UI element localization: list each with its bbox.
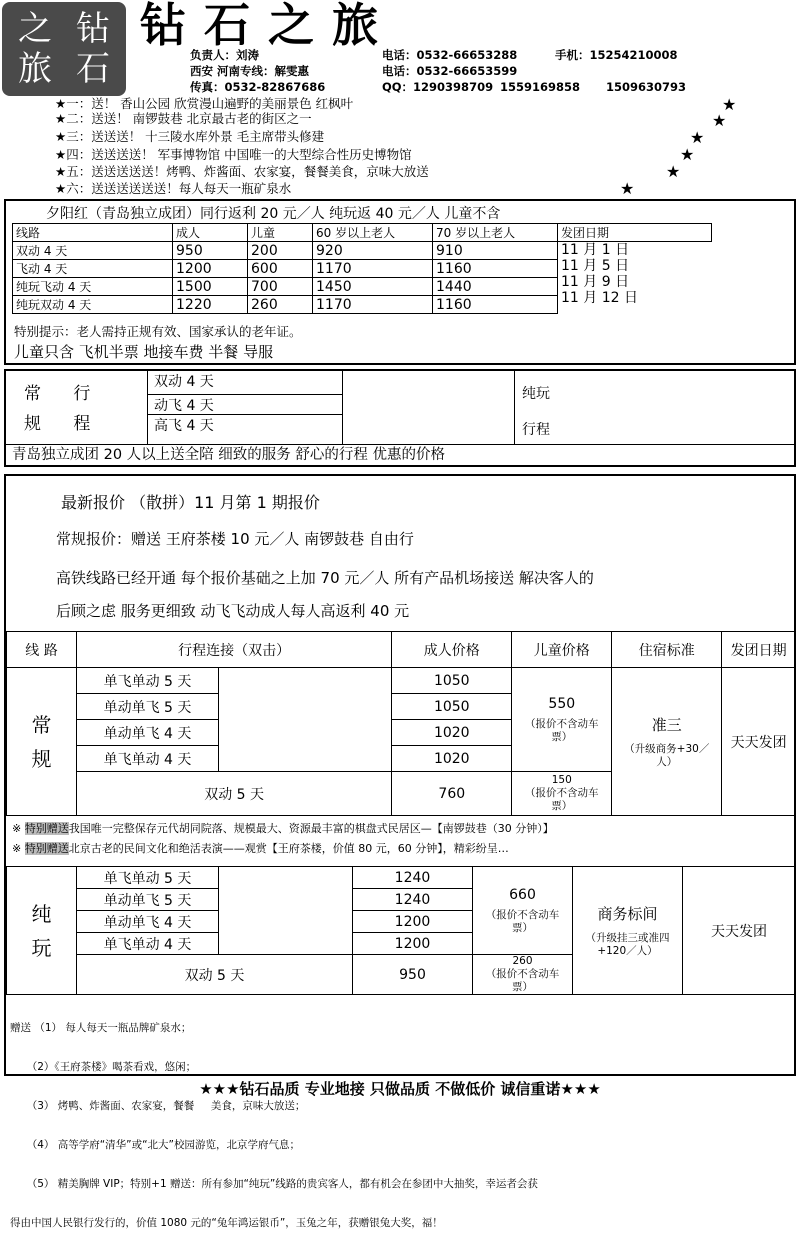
child-inclusions: 儿童只含 飞机半票 地接车费 半餐 导服 <box>14 343 274 361</box>
price-cell: 1050 <box>392 694 512 720</box>
price-cell: 950 <box>173 242 248 260</box>
col-header: 成人价格 <box>392 632 512 668</box>
note-highlight: 特别赠送 <box>24 842 69 855</box>
child-price-cell <box>473 955 573 995</box>
logo-char: 之 <box>18 9 52 49</box>
route-cell: 单飞单动 4 天 <box>77 746 219 772</box>
date: 11 月 1 日 <box>561 242 630 258</box>
note-text: 我国唯一完整保存元代胡同院落、规模最大、资源最丰富的棋盘式民居区—【南锣鼓巷（30 分钟）】 <box>68 822 554 835</box>
hotel-cell <box>573 867 683 995</box>
price-cell: 1020 <box>392 746 512 772</box>
gift-note <box>12 822 554 836</box>
itinerary-section <box>4 369 796 467</box>
promo-line: ★五：送送送送送！烤鸭、炸酱面、农家宴，餐餐美食，京味大放送 <box>55 164 429 179</box>
route-cell: 双动 5 天 <box>77 955 353 995</box>
child-price-note: （报价不含动车票） <box>525 717 599 743</box>
star-icon: ★ <box>722 95 737 114</box>
col-header: 线路 <box>13 224 173 242</box>
child-price: 550 <box>548 695 576 712</box>
gift-item: （3） 烤鸭、炸酱面、农家宴，餐餐 美食，京味大放送； <box>10 1100 306 1112</box>
price-cell: 200 <box>248 242 313 260</box>
regular-price-table <box>6 631 796 816</box>
date: 11 月 12 日 <box>561 290 638 306</box>
route-cell: 单飞单动 4 天 <box>77 933 219 955</box>
promo-line: ★一：送！ 香山公园 欣赏漫山遍野的美丽景色 红枫叶 <box>55 96 354 111</box>
highspeed-line: 高铁线路已经开通 每个报价基础之上加 70 元／人 所有产品机场接送 解决客人的 <box>56 569 594 587</box>
price-cell: 1200 <box>353 911 473 933</box>
contact-phone-2: 电话：0532-66653599 <box>382 64 518 78</box>
price-cell: 1450 <box>313 278 433 296</box>
promo-line: ★四：送送送送！ 军事博物馆 中国唯一的大型综合性历史博物馆 <box>55 147 412 162</box>
route-cell: 纯玩双动 4 天 <box>13 296 173 314</box>
hotel-note: （升级挂三或准四+120／人） <box>585 932 670 957</box>
blank-cell <box>219 668 392 772</box>
special-tip: 特别提示：老人需持正规有效、国家承认的老年证。 <box>14 324 302 339</box>
gift-note <box>12 842 509 856</box>
note-text: 北京古老的民间文化和绝活表演——观赏【王府茶楼，价值 80 元，60 分钟】，精彩纷呈… <box>68 842 509 855</box>
child-price-note: （报价不含动车票） <box>485 908 560 934</box>
itinerary-item: 动飞 4 天 <box>148 395 342 415</box>
child-price-note: （报价不含动车票） <box>525 787 599 812</box>
route-cell: 单动单飞 4 天 <box>77 720 219 746</box>
child-price-note: （报价不含动车票） <box>485 968 560 993</box>
hotel-note: （升级商务+30／人） <box>624 743 710 768</box>
contact-mobile: 手机：15254210008 <box>555 48 678 62</box>
gift-item: （4） 高等学府“清华”或“北大”校园游览，北京学府气息； <box>10 1139 300 1151</box>
itinerary-footer: 青岛独立成团 20 人以上送全陪 细致的服务 舒心的行程 优惠的价格 <box>6 444 794 465</box>
col-header: 成人 <box>173 224 248 242</box>
note-highlight: 特别赠送 <box>24 822 69 835</box>
price-cell: 1160 <box>433 296 558 314</box>
pure-price-table <box>6 866 796 995</box>
price-cell: 1170 <box>313 260 433 278</box>
price-cell: 1240 <box>353 867 473 889</box>
pure-label: 行程 <box>522 422 550 438</box>
col-header: 儿童 <box>248 224 313 242</box>
note-prefix: ※ <box>12 842 25 855</box>
contact-phone-4: 1509630793 <box>606 80 687 94</box>
price-cell: 1200 <box>173 260 248 278</box>
itinerary-label: 规 程 <box>24 414 91 434</box>
page-title: 钻石之旅 <box>140 0 396 52</box>
date: 11 月 9 日 <box>561 274 630 290</box>
contact-fax: 传真：0532-82867686 <box>190 80 326 94</box>
route-cell: 单飞单动 5 天 <box>77 867 219 889</box>
price-cell: 760 <box>392 772 512 816</box>
service-line: 后顾之虑 服务更细致 动飞飞动成人每人高返利 40 元 <box>56 602 410 620</box>
itinerary-blank <box>343 371 515 444</box>
logo-char: 钻 <box>76 9 110 49</box>
itinerary-label: 常 行 <box>24 384 91 404</box>
sunset-group-section <box>4 199 796 365</box>
route-cell: 双动 4 天 <box>13 242 173 260</box>
gift-item: 得由中国人民银行发行的，价值 1080 元的“兔年鸿运银币”，玉兔之年，获赠银兔大奖，福！ <box>10 1217 443 1229</box>
departure-cell: 天天发团 <box>683 867 796 995</box>
col-header: 发团日期 <box>722 632 796 668</box>
col-header: 60 岁以上老人 <box>313 224 433 242</box>
hotel-standard: 商务标间 <box>597 905 658 923</box>
gift-item: 赠送 （1） 每人每天一瓶品牌矿泉水； <box>10 1022 192 1034</box>
footer-slogan: ★★★钻石品质 专业地接 只做品质 不做低价 诚信重诺★★★ <box>199 1080 601 1098</box>
gift-list <box>10 996 538 1256</box>
contact-phone: 电话：0532-66653288 <box>382 48 518 62</box>
pure-label: 纯 玩 <box>7 867 77 995</box>
child-price: 660 <box>509 886 536 903</box>
promo-line: ★六：送送送送送送！每人每天一瓶矿泉水 <box>55 181 292 196</box>
price-cell: 1160 <box>433 260 558 278</box>
pure-label: 纯玩 <box>522 386 550 402</box>
promo-line: ★二：送送！ 南锣鼓巷 北京最古老的街区之一 <box>55 111 312 126</box>
logo-char: 旅 <box>18 49 52 89</box>
route-cell: 飞动 4 天 <box>13 260 173 278</box>
itinerary-label-cell <box>6 371 148 444</box>
route-cell: 单飞单动 5 天 <box>77 668 219 694</box>
price-cell: 260 <box>248 296 313 314</box>
child-price: 260 <box>512 955 533 967</box>
date: 11 月 5 日 <box>561 258 630 274</box>
price-cell: 920 <box>313 242 433 260</box>
gift-item: （2）《王府茶楼》喝茶看戏，悠闲； <box>10 1061 197 1073</box>
route-cell: 单动单飞 5 天 <box>77 889 219 911</box>
blank-cell <box>219 867 353 955</box>
price-cell: 1240 <box>353 889 473 911</box>
price-cell: 910 <box>433 242 558 260</box>
price-cell: 600 <box>248 260 313 278</box>
regular-price-line: 常规报价：赠送 王府茶楼 10 元／人 南锣鼓巷 自由行 <box>56 530 414 548</box>
col-header: 住宿标准 <box>612 632 722 668</box>
star-icon: ★ <box>712 111 727 130</box>
star-icon: ★ <box>680 145 695 164</box>
price-cell: 1220 <box>173 296 248 314</box>
logo <box>2 2 126 96</box>
child-price: 150 <box>551 774 572 786</box>
gift-item: （5） 精美胸牌 VIP；特别+1 赠送：所有参加“纯玩”线路的贵宾客人，都有机会在参团中大抽奖，幸运者会获 <box>10 1178 538 1190</box>
contact-qq: QQ：1290398709 <box>382 80 494 94</box>
star-icon: ★ <box>666 162 681 181</box>
departure-dates <box>558 242 712 314</box>
route-cell: 纯玩飞动 4 天 <box>13 278 173 296</box>
promo-line: ★三：送送送！ 十三陵水库外景 毛主席带头修建 <box>55 129 325 144</box>
contact-route-manager: 西安 河南专线：解雯惠 <box>190 64 310 78</box>
price-cell: 1170 <box>313 296 433 314</box>
price-cell: 1050 <box>392 668 512 694</box>
price-cell: 1440 <box>433 278 558 296</box>
child-price-cell <box>512 772 612 816</box>
itinerary-item: 双动 4 天 <box>148 371 342 395</box>
col-header: 线 路 <box>7 632 77 668</box>
route-cell: 单动单飞 4 天 <box>77 911 219 933</box>
price-cell: 1200 <box>353 933 473 955</box>
hotel-standard: 准三 <box>651 716 682 734</box>
section1-headline: 夕阳红（青岛独立成团）同行返利 20 元／人 纯玩返 40 元／人 儿童不含 <box>46 206 501 222</box>
price-cell: 950 <box>353 955 473 995</box>
logo-char: 石 <box>76 49 110 89</box>
route-cell: 单动单飞 5 天 <box>77 694 219 720</box>
contact-phone-3: 1559169858 <box>500 80 581 94</box>
itinerary-items <box>148 371 343 444</box>
departure-cell: 天天发团 <box>722 668 796 816</box>
col-header: 儿童价格 <box>512 632 612 668</box>
contact-person: 负责人：刘涛 <box>190 48 259 62</box>
price-cell: 700 <box>248 278 313 296</box>
child-price-cell <box>473 867 573 955</box>
star-icon: ★ <box>620 179 635 198</box>
latest-price-title: 最新报价 （散拼）11 月第 1 期报价 <box>61 493 320 512</box>
child-price-cell <box>512 668 612 772</box>
col-header: 行程连接（双击） <box>77 632 392 668</box>
col-header: 70 岁以上老人 <box>433 224 558 242</box>
sunset-price-table <box>12 223 712 314</box>
col-header: 发团日期 <box>558 224 712 242</box>
price-cell: 1500 <box>173 278 248 296</box>
note-prefix: ※ <box>12 822 25 835</box>
hotel-cell <box>612 668 722 816</box>
regular-label: 常 规 <box>7 668 77 816</box>
route-cell: 双动 5 天 <box>77 772 392 816</box>
itinerary-item: 高飞 4 天 <box>154 418 214 434</box>
star-icon: ★ <box>690 128 705 147</box>
price-cell: 1020 <box>392 720 512 746</box>
